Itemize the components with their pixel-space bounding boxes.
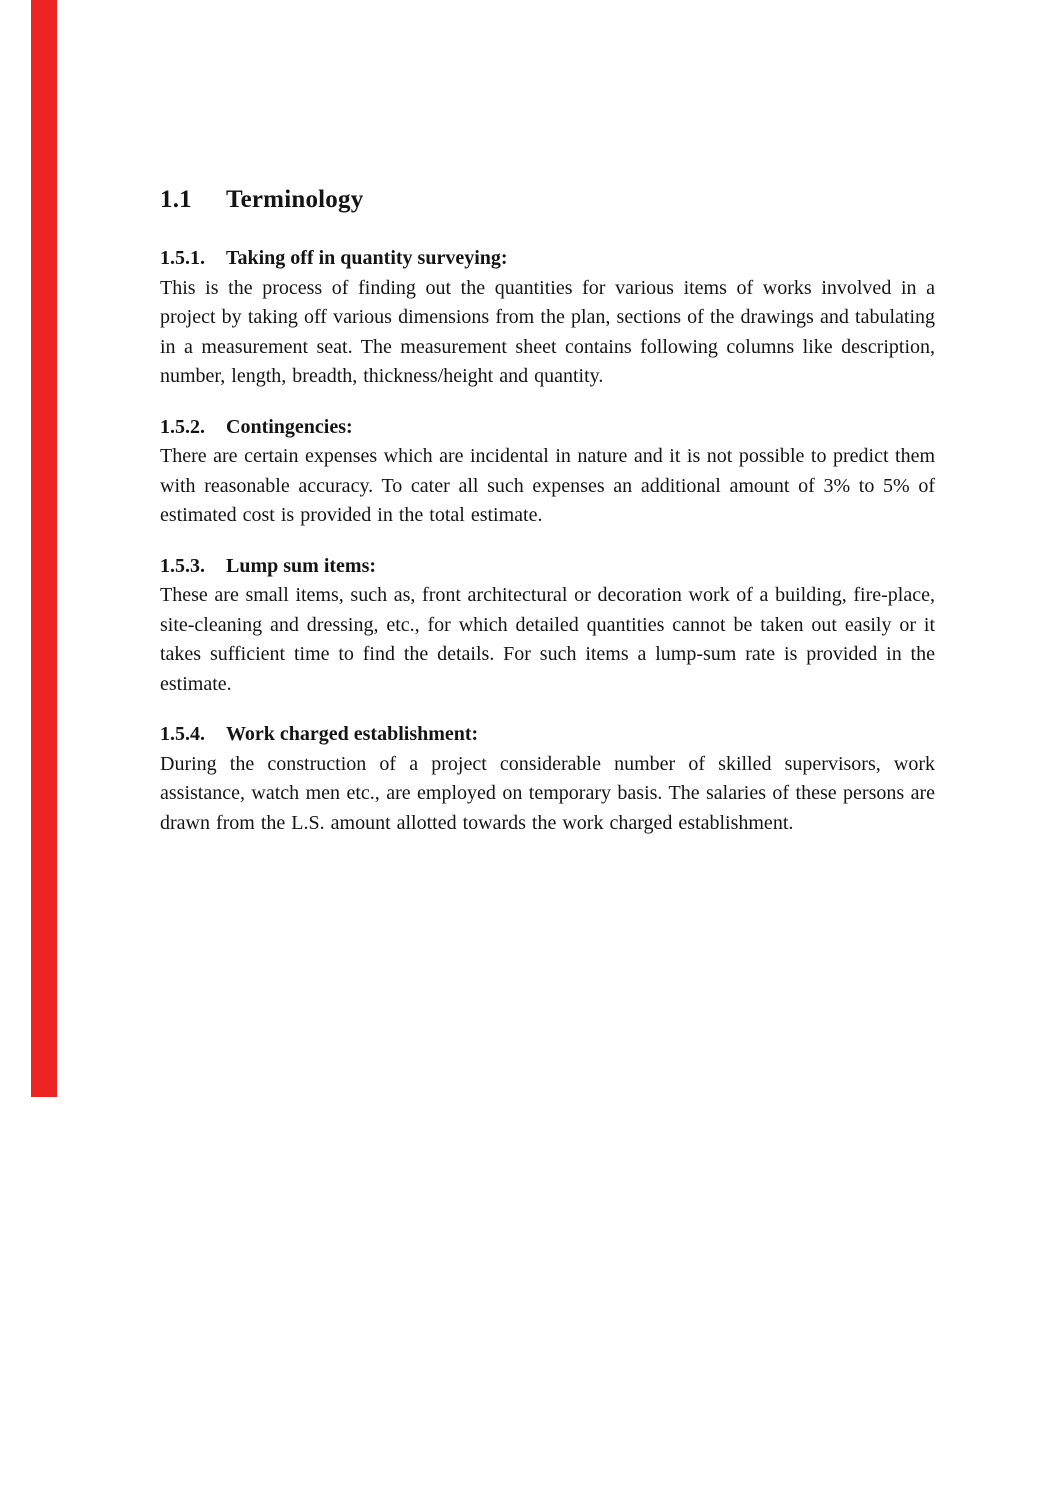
- section-number: 1.5.3.: [160, 554, 205, 577]
- section-title: Contingencies:: [226, 415, 353, 438]
- section-body: These are small items, such as, front architectural or decoration work of a building, fire-place, site-cleaning and dressing, etc., for which detailed quantities cannot be taken out easily or it takes sufficient time to find the details. For such items a lump-sum rate is provided in the estimate.: [160, 584, 935, 695]
- section-lump-sum: [160, 552, 935, 700]
- section-body: During the construction of a project considerable number of skilled supervisors, work assistance, watch men etc., are employed on temporary basis. The salaries of these persons are drawn from the L.S. amount allotted towards the work charged establishment.: [160, 752, 935, 834]
- section-body: There are certain expenses which are incidental in nature and it is not possible to predict them with reasonable accuracy. To cater all such expenses an additional amount of 3% to 5% of estimated cost is provided in the total estimate.: [160, 445, 935, 526]
- page-title: [160, 186, 935, 214]
- page-content: [160, 186, 935, 859]
- section-number: 1.5.2.: [160, 415, 205, 438]
- section-heading: [160, 244, 935, 274]
- section-title: Lump sum items:: [226, 554, 377, 577]
- section-contingencies: [160, 413, 935, 531]
- section-heading: [160, 552, 935, 582]
- section-heading: [160, 413, 935, 443]
- red-margin-ribbon: [31, 0, 57, 1097]
- page-title-text: Terminology: [226, 186, 364, 213]
- section-title: Taking off in quantity surveying:: [226, 247, 508, 269]
- section-heading: [160, 720, 935, 750]
- section-body: This is the process of finding out the quantities for various items of works involved in a project by taking off various dimensions from the plan, sections of the drawings and tabulating in a measurement seat. The measurement sheet contains following columns like description, number, length, breadth, thickness/height and quantity.: [160, 276, 935, 387]
- section-work-charged: [160, 720, 935, 838]
- section-number: 1.5.1.: [160, 247, 205, 269]
- section-taking-off: [160, 244, 935, 392]
- section-title: Work charged establishment:: [226, 723, 479, 745]
- section-number: 1.5.4.: [160, 723, 205, 745]
- page-title-number: 1.1: [160, 186, 192, 213]
